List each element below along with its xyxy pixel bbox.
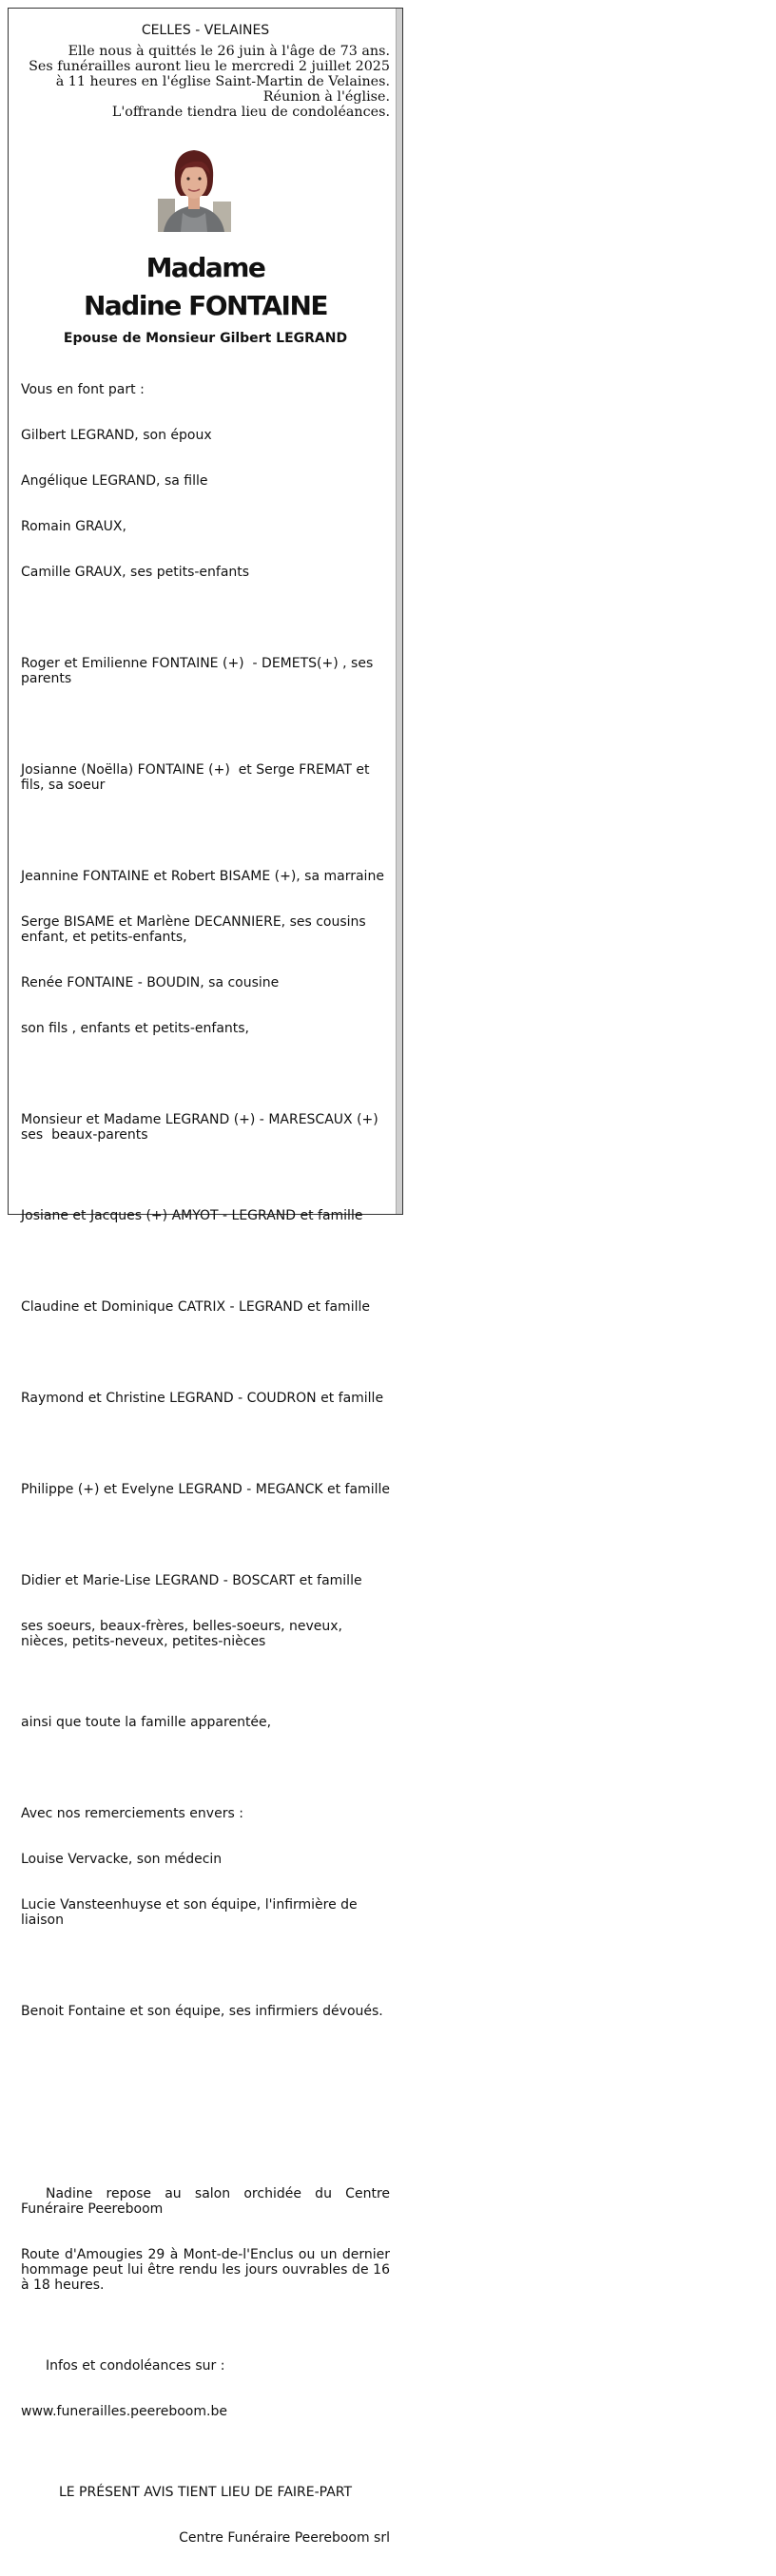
family-line: Serge BISAME et Marlène DECANNIERE, ses cousins enfant, et petits-enfants, bbox=[21, 914, 371, 945]
family-extended: ses soeurs, beaux-frères, belles-soeurs, neveux, nièces, petits-neveux, petites-nièces bbox=[21, 1619, 347, 1649]
family-line: Philippe (+) et Evelyne LEGRAND - MEGANCK et famille bbox=[21, 1482, 390, 1497]
family-sister: Josianne (Noëlla) FONTAINE (+) et Serge FREMAT et fils, sa soeur bbox=[21, 762, 374, 793]
family-in-laws: Monsieur et Madame LEGRAND (+) - MARESCAUX (+) ses beaux-parents bbox=[21, 1112, 387, 1143]
family-intro: Vous en font part : bbox=[21, 382, 145, 397]
spouse-line: Epouse de Monsieur Gilbert LEGRAND bbox=[63, 331, 348, 346]
repose-info: Nadine repose au salon orchidée du Centre Funéraire Peereboom bbox=[21, 2186, 395, 2217]
notice-content bbox=[10, 10, 396, 2546]
family-line: Gilbert LEGRAND, son époux bbox=[21, 428, 212, 443]
intro-line: à 11 heures en l'église Saint-Martin de Velaines. bbox=[55, 74, 390, 89]
family-line: Josiane et Jacques (+) AMYOT - LEGRAND et famille bbox=[21, 1208, 363, 1223]
family-line: Jeannine FONTAINE et Robert BISAME (+), sa marraine bbox=[21, 869, 384, 884]
obituary-notice bbox=[8, 8, 403, 2546]
family-line: Didier et Marie-Lise LEGRAND - BOSCART et famille bbox=[21, 1573, 362, 1588]
intro-line: Elle nous à quittés le 26 juin à l'âge de 73 ans. bbox=[68, 44, 390, 59]
thanks-line: Lucie Vansteenhuyse et son équipe, l'infirmière de liaison bbox=[21, 1897, 362, 1928]
family-section bbox=[21, 352, 395, 2576]
address-info: Route d'Amougies 29 à Mont-de-l'Enclus ou un dernier hommage peut lui être rendu les jours ouvrables de 16 à 18 heures. bbox=[21, 2247, 395, 2293]
intro-line: Ses funérailles auront lieu le mercredi 2 juillet 2025 bbox=[29, 59, 390, 74]
family-line: Romain GRAUX, bbox=[21, 519, 126, 534]
honorific: Madame bbox=[146, 252, 265, 283]
family-line: Raymond et Christine LEGRAND - COUDRON et famille bbox=[21, 1391, 384, 1406]
deceased-name-block bbox=[21, 249, 390, 325]
family-parents: Roger et Emilienne FONTAINE (+) - DEMETS(+) , ses parents bbox=[21, 656, 378, 686]
website-link[interactable]: www.funerailles.peereboom.be bbox=[21, 2404, 227, 2419]
family-line: Claudine et Dominique CATRIX - LEGRAND et famille bbox=[21, 1299, 370, 1315]
location-heading: CELLES - VELAINES bbox=[141, 23, 270, 38]
family-line: son fils , enfants et petits-enfants, bbox=[21, 1021, 250, 1036]
deceased-name: Nadine FONTAINE bbox=[83, 290, 328, 321]
notice-statement: LE PRÉSENT AVIS TIENT LIEU DE FAIRE-PART bbox=[58, 2485, 353, 2500]
right-border-bar bbox=[396, 9, 402, 1214]
family-all: ainsi que toute la famille apparentée, bbox=[21, 1715, 272, 1730]
company-name: Centre Funéraire Peereboom srl bbox=[179, 2530, 390, 2546]
intro-line: Réunion à l'église. bbox=[262, 89, 390, 105]
funeral-info bbox=[21, 44, 390, 120]
intro-line: L'offrande tiendra lieu de condoléances. bbox=[111, 105, 390, 120]
thanks-intro: Avec nos remerciements envers : bbox=[21, 1806, 243, 1821]
family-line: Camille GRAUX, ses petits-enfants bbox=[21, 565, 250, 580]
thanks-line: Louise Vervacke, son médecin bbox=[21, 1852, 223, 1867]
family-line: Renée FONTAINE - BOUDIN, sa cousine bbox=[21, 975, 280, 990]
infos-label: Infos et condoléances sur : bbox=[46, 2358, 225, 2374]
family-line: Angélique LEGRAND, sa fille bbox=[21, 473, 208, 489]
portrait-photo bbox=[158, 146, 231, 232]
thanks-nurses: Benoit Fontaine et son équipe, ses infirmiers dévoués. bbox=[21, 2004, 383, 2019]
